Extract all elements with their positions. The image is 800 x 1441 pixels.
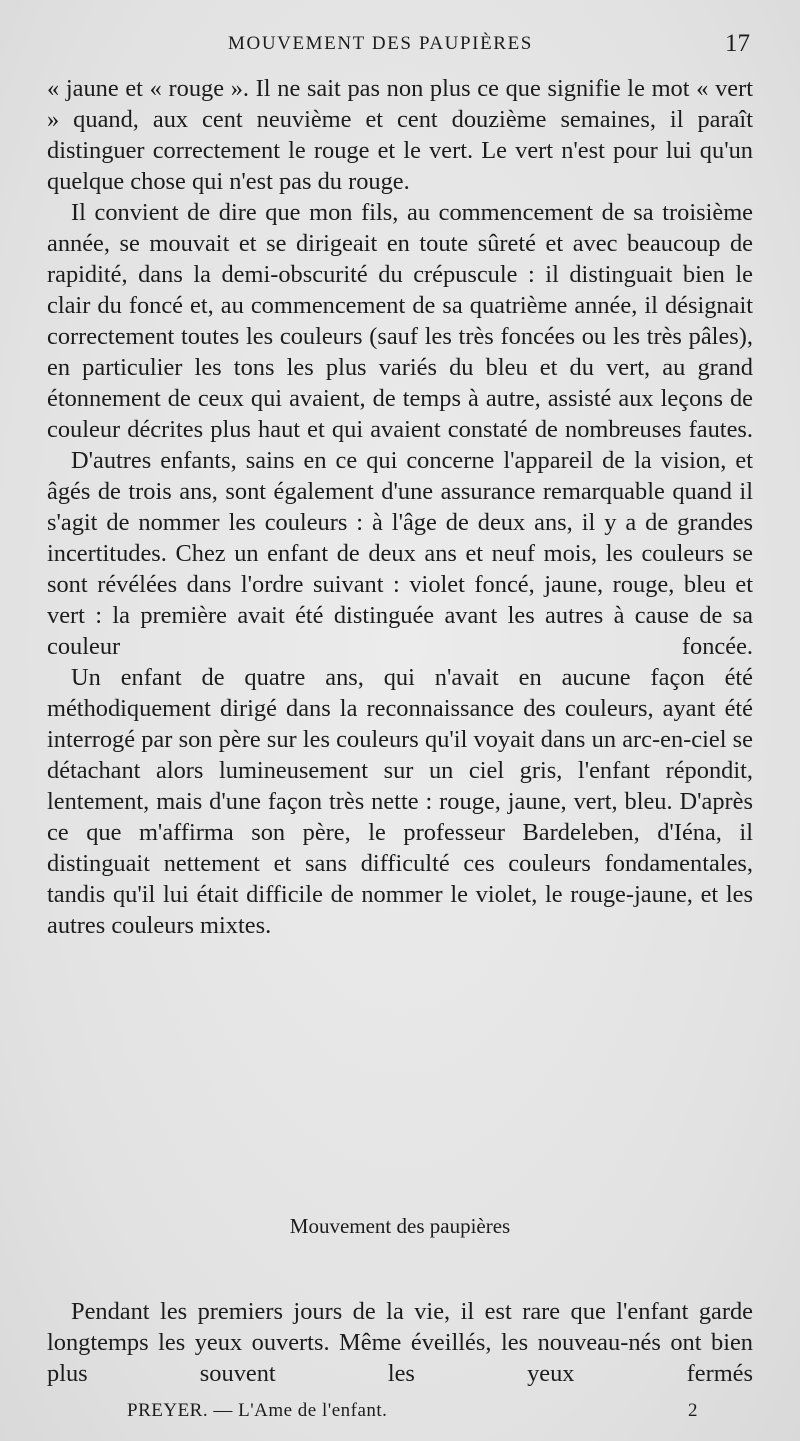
signature-mark: 2: [688, 1400, 698, 1421]
page-number: 17: [725, 30, 750, 57]
paragraph-son-colors: Il convient de dire que mon fils, au commencement de sa troisième année, se mouvait et se dirigeait en toute sûreté et avec beaucoup de rapidité, dans la demi-obscurité du crépuscule : il distinguait bien le clair du foncé et, au commencement de sa quatrième année, il désignait correctement toutes les couleurs (sauf les très foncées ou les très pâles), en particulier les tons les plus variés du bleu et du vert, au grand étonnement de ceux qui avaient, de temps à autre, assisté aux leçons de couleur décrites plus haut et qui avaient constaté de nombreuses fautes.: [47, 199, 753, 443]
section-heading: Mouvement des paupières: [289, 1214, 511, 1238]
section-body: [47, 1296, 753, 1389]
paragraph-rainbow: Un enfant de quatre ans, qui n'avait en aucune façon été méthodiquement dirigé dans la reconnaissance des couleurs, ayant été interrogé par son père sur les couleurs qu'il voyait dans un arc-en-ciel se détachant alors lumineusement sur un ciel gris, l'enfant répondit, lentement, mais d'une façon très nette : rouge, jaune, vert, bleu. D'après ce que m'affirma son père, le professeur Bardeleben, d'Iéna, il distinguait nettement et sans difficulté ces couleurs fondamentales, tandis qu'il lui était difficile de nommer le violet, le rouge-jaune, et les autres couleurs mixtes.: [47, 664, 753, 939]
footer-author-title: PREYER. — L'Ame de l'enfant.: [127, 1400, 388, 1421]
paragraph-continued: « jaune et « rouge ». Il ne sait pas non plus ce que signifie le mot « vert » quand, aux cent neuvième et cent douzième semaines, il paraît distinguer correctement le rouge et le vert. Le vert n'est pour lui qu'un quelque chose qui n'est pas du rouge.: [47, 75, 753, 195]
running-title: MOUVEMENT DES PAUPIÈRES: [228, 33, 533, 54]
body-text: [47, 73, 753, 941]
running-head: [0, 30, 800, 65]
paragraph-eyelids: Pendant les premiers jours de la vie, il est rare que l'enfant garde longtemps les yeux ouverts. Même éveillés, les nouveau-nés ont bien plus souvent les yeux fermés: [47, 1298, 753, 1387]
page-footer: [0, 1400, 800, 1426]
paragraph-other-children: D'autres enfants, sains en ce qui concerne l'appareil de la vision, et âgés de trois ans, sont également d'une assurance remarquable quand il s'agit de nommer les couleurs : à l'âge de deux ans, il y a de grandes incertitudes. Chez un enfant de deux ans et neuf mois, les couleurs se sont révélées dans l'ordre suivant : violet foncé, jaune, rouge, bleu et vert : la première avait été distinguée avant les autres à cause de sa couleur foncée.: [47, 447, 753, 660]
